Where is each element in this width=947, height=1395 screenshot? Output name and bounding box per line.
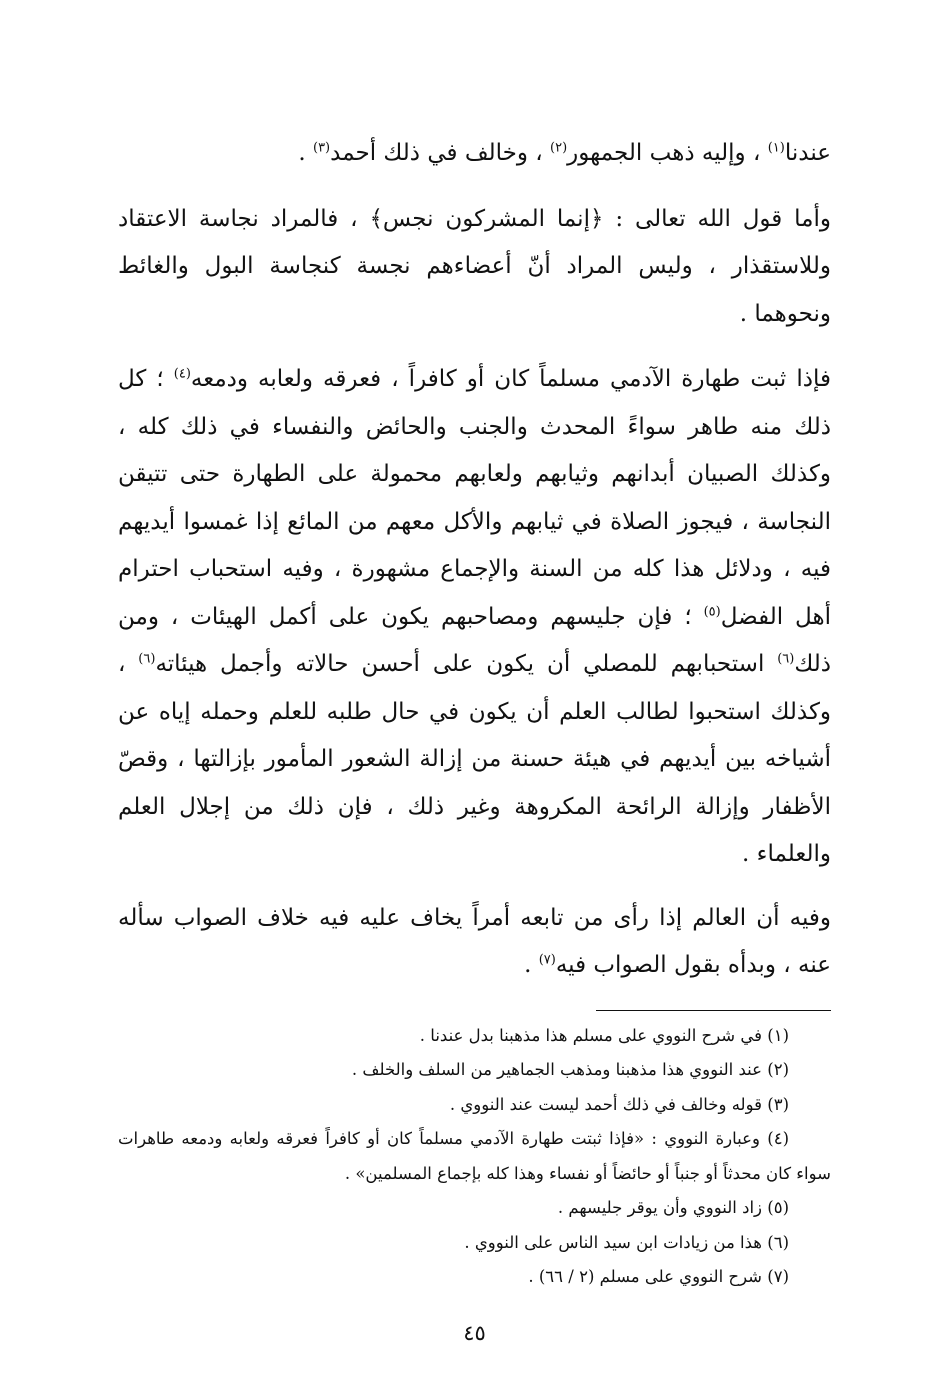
paragraph-text: ، وخالف في ذلك أحمد: [330, 140, 551, 166]
footnote: (٢) عند النووي هذا مذهبنا ومذهب الجماهير من السلف والخلف .: [351, 1060, 789, 1079]
paragraph-text: ؛ كل ذلك منه طاهر سواءً المحدث والجنب والحائض والنفساء في ذلك كله ، وكذلك الصبيان أبدانهم وثيابهم ولعابهم محمولة على الطهارة حتى تتيقن النجاسة ، فيجوز الصلاة في ثيابهم والأكل معهم من المائع إذا غمسوا أيديهم فيه ، ودلائل هذا كله من السنة والإجماع مشهورة ، وفيه استحباب احترام أهل الفضل: [118, 366, 831, 630]
paragraph-text: فإذا ثبت طهارة الآدمي مسلماً كان أو كافراً ، فعرقه ولعابه ودمعه: [190, 366, 831, 392]
footnotes: [118, 1019, 831, 1295]
footnote-marker: (٦): [138, 651, 156, 667]
footnote: (٤) وعبارة النووي : «فإذا ثبتت طهارة الآدمي مسلماً كان أو كافراً فعرقه ولعابه ودمعه طاهرات سواء كان محدثاً أو جنباً أو حائضاً أو نفساء وهذا كله بإجماع المسلمين» .: [118, 1129, 831, 1183]
footnote-marker: (٤): [173, 366, 191, 382]
paragraph-text: ؛ فإن جليسهم ومصاحبهم يكون على أكمل الهيئات ، ومن ذلك: [118, 603, 831, 677]
footnote-marker: (١): [767, 140, 785, 156]
paragraph-text: استحبابهم للمصلي أن يكون على أحسن حالاته وأجمل هيئاته: [155, 651, 778, 677]
paragraph-text: .: [524, 952, 539, 978]
page: [118, 112, 831, 1345]
paragraph-text: عندنا: [784, 140, 831, 166]
footnote-marker: (٦): [777, 651, 795, 667]
footnote-separator: [596, 1010, 831, 1011]
paragraph-text: وفيه أن العالم إذا رأى من تابعه أمراً يخاف عليه فيه خلاف الصواب سأله عنه ، وبدأه بقول الصواب فيه: [118, 904, 831, 978]
footnote-marker: (٢): [550, 140, 568, 156]
footnote: (٧) شرح النووي على مسلم (٢ / ٦٦) .: [528, 1267, 789, 1286]
paragraph: [118, 356, 831, 879]
paragraph: [118, 895, 831, 990]
footnote: (٦) هذا من زيادات ابن سيد الناس على النووي .: [464, 1232, 789, 1252]
footnote-marker: (٧): [538, 952, 556, 968]
footnote: (١) في شرح النووي على مسلم هذا مذهبنا بدل عندنا .: [419, 1025, 789, 1045]
paragraph-text: وأما قول الله تعالى : ﴿إنما المشركون نجس﴾ ، فالمراد نجاسة الاعتقاد وللاستقذار ، وليس المراد أنّ أعضاءهم نجسة كنجاسة البول والغائط ونحوهما .: [118, 205, 831, 327]
footnote: (٥) زاد النووي وأن يوقر جليسهم .: [557, 1198, 789, 1217]
paragraph-text: .: [298, 140, 313, 166]
paragraph: [118, 196, 831, 339]
footnote: (٣) قوله وخالف في ذلك أحمد ليست عند النووي .: [449, 1094, 789, 1114]
footnote-marker: (٥): [703, 603, 721, 619]
footnote-marker: (٣): [312, 140, 331, 156]
paragraph-text: ، وكذلك استحبوا لطالب العلم أن يكون في حال طلبه للعلم وحمله إياه عن أشياخه بين أيديهم في هيئة حسنة من إزالة الشعور المأمور بإزالتها ، وقصّ الأظفار وإزالة الرائحة المكروهة وغير ذلك ، فإن ذلك من إجلال العلم والعلماء .: [118, 651, 831, 867]
paragraph: [118, 130, 831, 178]
paragraph-text: ، وإليه ذهب الجمهور: [567, 140, 768, 166]
page-number: ٤٥: [463, 1320, 486, 1345]
body-text: [118, 130, 831, 990]
